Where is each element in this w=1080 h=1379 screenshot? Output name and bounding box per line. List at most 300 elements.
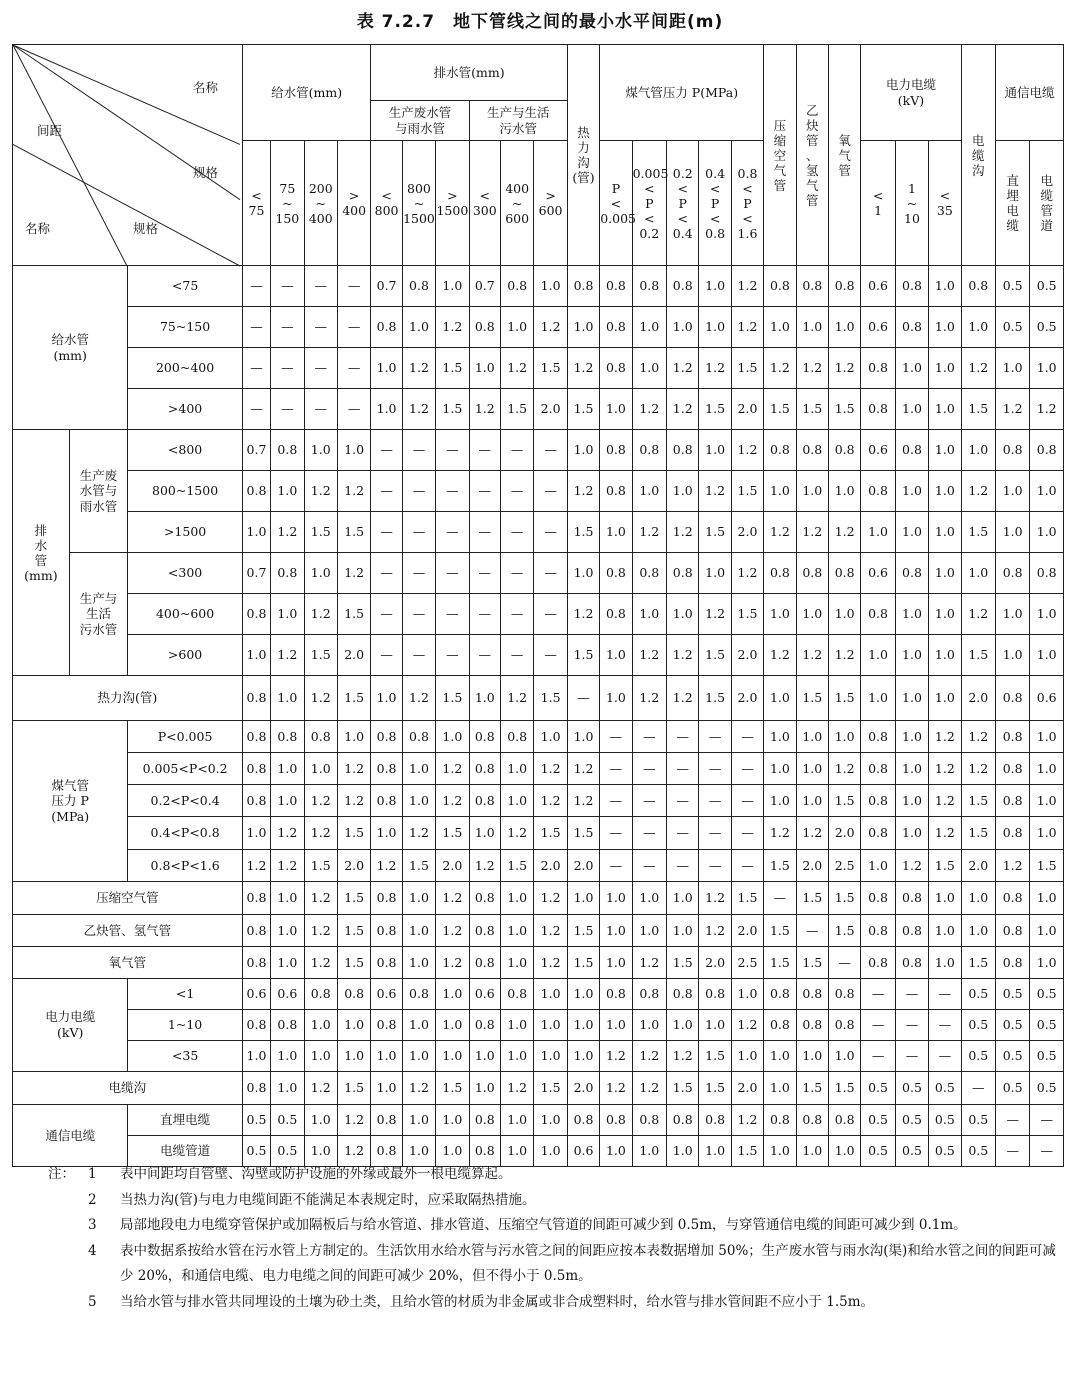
value-cell: 1.0	[534, 979, 567, 1010]
note-text: 表中间距均自管壁、沟壁或防护设施的外缘或最外一根电缆算起。	[120, 1166, 512, 1182]
value-cell: —	[534, 553, 567, 594]
value-cell: —	[337, 266, 370, 307]
value-cell: 0.8	[861, 817, 895, 850]
value-cell: 1.2	[304, 471, 337, 512]
header-gas-spec: 0.8 < P < 1.6	[731, 141, 763, 266]
value-cell: 1.0	[304, 1105, 337, 1136]
value-cell: 1.0	[632, 1136, 666, 1167]
spacing-table	[12, 44, 1064, 1167]
value-cell: 0.8	[271, 553, 304, 594]
value-cell: —	[995, 1105, 1029, 1136]
value-cell: 1.0	[371, 1072, 402, 1105]
value-cell: 0.6	[861, 553, 895, 594]
table-row	[13, 1072, 1064, 1105]
value-cell: 1.0	[929, 471, 961, 512]
value-cell: 1.2	[764, 635, 796, 676]
group-air: 压缩空气管	[13, 882, 243, 915]
value-cell: 1.2	[699, 471, 731, 512]
value-cell: 1.0	[271, 785, 304, 817]
value-cell: 1.5	[534, 817, 567, 850]
value-cell: 0.8	[469, 1010, 500, 1041]
value-cell: 0.8	[895, 430, 928, 471]
value-cell: —	[271, 348, 304, 389]
value-cell: 0.8	[500, 721, 533, 753]
value-cell: 1.0	[796, 594, 828, 635]
value-cell: 0.8	[567, 1105, 599, 1136]
value-cell: 1.0	[699, 266, 731, 307]
value-cell: 1.2	[600, 1072, 632, 1105]
value-cell: 1.0	[929, 512, 961, 553]
value-cell: 0.5	[995, 1072, 1029, 1105]
value-cell: 1.0	[402, 915, 435, 947]
value-cell: 2.0	[337, 635, 370, 676]
value-cell: 0.8	[764, 979, 796, 1010]
value-cell: 0.6	[861, 430, 895, 471]
value-cell: 1.0	[995, 348, 1029, 389]
value-cell: 1.5	[764, 915, 796, 947]
value-cell: 1.0	[402, 947, 435, 979]
value-cell: 0.8	[371, 947, 402, 979]
value-cell: 0.8	[796, 979, 828, 1010]
value-cell: 1.2	[304, 915, 337, 947]
row-spec-label: <300	[128, 553, 242, 594]
value-cell: 1.2	[337, 785, 370, 817]
header-trench: 电 缆 沟	[961, 45, 995, 266]
value-cell: 1.2	[764, 512, 796, 553]
value-cell: —	[995, 1136, 1029, 1167]
value-cell: 1.2	[567, 594, 599, 635]
value-cell: 0.8	[895, 307, 928, 348]
value-cell: 1.0	[304, 753, 337, 785]
value-cell: 1.2	[567, 471, 599, 512]
value-cell: 0.5	[961, 1010, 995, 1041]
note-number: 1	[88, 1166, 97, 1182]
note-number: 2	[88, 1191, 97, 1208]
header-comm-spec: 直 埋 电 缆	[995, 141, 1029, 266]
value-cell: 1.5	[337, 947, 370, 979]
note-item	[48, 1213, 1068, 1239]
value-cell: 1.0	[929, 915, 961, 947]
value-cell: —	[699, 817, 731, 850]
value-cell: 0.8	[402, 721, 435, 753]
value-cell: 0.8	[895, 266, 928, 307]
value-cell: 1.0	[337, 721, 370, 753]
value-cell: 0.8	[995, 785, 1029, 817]
value-cell: 0.8	[995, 553, 1029, 594]
value-cell: 0.8	[764, 430, 796, 471]
value-cell: 1.0	[1030, 348, 1064, 389]
value-cell: —	[436, 635, 469, 676]
value-cell: —	[371, 512, 402, 553]
value-cell: 0.8	[469, 721, 500, 753]
value-cell: 0.8	[500, 266, 533, 307]
value-cell: 1.0	[271, 753, 304, 785]
value-cell: 1.2	[436, 785, 469, 817]
value-cell: 1.5	[796, 882, 828, 915]
value-cell: 1.0	[469, 817, 500, 850]
value-cell: 1.2	[632, 676, 666, 721]
value-cell: 0.8	[861, 915, 895, 947]
value-cell: 1.0	[861, 850, 895, 882]
corner-name-top: 名称	[193, 80, 219, 95]
value-cell: 0.8	[861, 882, 895, 915]
value-cell: 1.5	[500, 389, 533, 430]
value-cell: —	[436, 512, 469, 553]
value-cell: 0.8	[796, 553, 828, 594]
value-cell: 1.0	[304, 1136, 337, 1167]
value-cell: 0.5	[1030, 1072, 1064, 1105]
value-cell: 1.2	[304, 1072, 337, 1105]
value-cell: 0.8	[371, 1136, 402, 1167]
value-cell: 1.0	[402, 307, 435, 348]
value-cell: 1.2	[600, 1041, 632, 1072]
value-cell: 1.0	[242, 635, 270, 676]
value-cell: —	[534, 635, 567, 676]
value-cell: 1.0	[699, 1010, 731, 1041]
value-cell: 1.2	[632, 947, 666, 979]
value-cell: 0.8	[861, 594, 895, 635]
value-cell: —	[304, 348, 337, 389]
page-title: 表 7.2.7 地下管线之间的最小水平间距(m)	[356, 12, 724, 32]
value-cell: 0.5	[961, 1136, 995, 1167]
value-cell: 0.8	[242, 753, 270, 785]
value-cell: —	[895, 1041, 928, 1072]
value-cell: 1.0	[567, 1010, 599, 1041]
value-cell: 1.2	[337, 471, 370, 512]
value-cell: 0.5	[995, 1041, 1029, 1072]
value-cell: 0.8	[469, 307, 500, 348]
value-cell: 2.0	[828, 817, 860, 850]
value-cell: 1.2	[667, 635, 699, 676]
value-cell: 1.2	[436, 882, 469, 915]
value-cell: 1.0	[895, 635, 928, 676]
value-cell: 0.8	[828, 1010, 860, 1041]
value-cell: 1.0	[567, 430, 599, 471]
value-cell: 1.5	[699, 1041, 731, 1072]
value-cell: 1.0	[632, 882, 666, 915]
value-cell: —	[667, 753, 699, 785]
value-cell: 0.7	[242, 430, 270, 471]
value-cell: 0.8	[699, 1105, 731, 1136]
value-cell: —	[436, 594, 469, 635]
value-cell: 1.2	[500, 817, 533, 850]
table-row	[13, 817, 1064, 850]
value-cell: 0.8	[371, 1010, 402, 1041]
value-cell: —	[402, 553, 435, 594]
value-cell: 0.8	[371, 753, 402, 785]
value-cell: 0.8	[371, 1105, 402, 1136]
corner-spec-top: 规格	[193, 165, 219, 180]
value-cell: 0.8	[796, 1105, 828, 1136]
value-cell: 1.2	[895, 850, 928, 882]
group-power: 电力电缆 (kV)	[13, 979, 128, 1072]
value-cell: 1.0	[796, 753, 828, 785]
value-cell: 1.2	[500, 348, 533, 389]
value-cell: 1.5	[337, 512, 370, 553]
value-cell: 0.8	[828, 266, 860, 307]
value-cell: —	[699, 785, 731, 817]
header-drain-spec: 800 ~ 1500	[402, 141, 435, 266]
table-row	[13, 266, 1064, 307]
value-cell: 0.8	[861, 389, 895, 430]
value-cell: 1.5	[534, 676, 567, 721]
value-cell: —	[600, 721, 632, 753]
value-cell: —	[337, 389, 370, 430]
value-cell: 0.8	[242, 721, 270, 753]
value-cell: 1.2	[567, 785, 599, 817]
note-number: 4	[88, 1242, 97, 1259]
value-cell: 1.0	[895, 753, 928, 785]
value-cell: 1.5	[699, 635, 731, 676]
value-cell: 0.8	[1030, 553, 1064, 594]
value-cell: 1.0	[1030, 915, 1064, 947]
row-spec-label: 直埋电缆	[128, 1105, 242, 1136]
value-cell: 2.0	[699, 947, 731, 979]
value-cell: 1.0	[828, 1136, 860, 1167]
value-cell: 0.5	[861, 1136, 895, 1167]
value-cell: 0.6	[861, 266, 895, 307]
value-cell: 1.0	[271, 676, 304, 721]
value-cell: 0.8	[895, 553, 928, 594]
value-cell: 1.0	[667, 1010, 699, 1041]
value-cell: 1.2	[796, 635, 828, 676]
value-cell: 1.0	[337, 1041, 370, 1072]
value-cell: 1.0	[500, 1136, 533, 1167]
notes-prefix: 注：	[48, 1166, 75, 1182]
value-cell: 1.2	[828, 753, 860, 785]
value-cell: 1.0	[567, 721, 599, 753]
value-cell: 1.0	[1030, 721, 1064, 753]
value-cell: 1.2	[567, 348, 599, 389]
row-spec-label: 75~150	[128, 307, 242, 348]
group-heat: 热力沟(管)	[13, 676, 243, 721]
value-cell: 1.2	[632, 389, 666, 430]
value-cell: 1.0	[271, 471, 304, 512]
header-drain-spec: < 300	[469, 141, 500, 266]
value-cell: 0.6	[567, 1136, 599, 1167]
value-cell: 1.2	[534, 785, 567, 817]
value-cell: 1.0	[402, 753, 435, 785]
value-cell: 0.8	[600, 553, 632, 594]
value-cell: 1.0	[731, 979, 763, 1010]
value-cell: 1.0	[469, 1072, 500, 1105]
value-cell: 1.0	[304, 1041, 337, 1072]
value-cell: 1.0	[764, 471, 796, 512]
value-cell: 0.8	[861, 785, 895, 817]
value-cell: 1.0	[600, 915, 632, 947]
value-cell: 0.8	[828, 1105, 860, 1136]
value-cell: —	[600, 753, 632, 785]
value-cell: 0.8	[500, 979, 533, 1010]
value-cell: 0.8	[371, 721, 402, 753]
value-cell: 1.0	[304, 1010, 337, 1041]
value-cell: —	[436, 553, 469, 594]
value-cell: 0.8	[861, 348, 895, 389]
value-cell: —	[699, 850, 731, 882]
value-cell: —	[337, 307, 370, 348]
row-spec-label: <35	[128, 1041, 242, 1072]
value-cell: 1.0	[402, 1041, 435, 1072]
table-row	[13, 471, 1064, 512]
value-cell: 0.5	[929, 1136, 961, 1167]
value-cell: 2.5	[731, 947, 763, 979]
header-drain-spec: < 800	[371, 141, 402, 266]
value-cell: 1.5	[796, 1072, 828, 1105]
value-cell: 1.2	[402, 348, 435, 389]
value-cell: 0.8	[402, 979, 435, 1010]
value-cell: —	[371, 471, 402, 512]
value-cell: 1.0	[402, 785, 435, 817]
table-row	[13, 430, 1064, 471]
value-cell: 0.5	[271, 1105, 304, 1136]
value-cell: 1.5	[731, 594, 763, 635]
value-cell: 1.0	[764, 721, 796, 753]
value-cell: 1.5	[337, 882, 370, 915]
value-cell: 1.2	[699, 594, 731, 635]
value-cell: 0.8	[828, 979, 860, 1010]
value-cell: 1.2	[929, 785, 961, 817]
value-cell: 1.0	[534, 266, 567, 307]
value-cell: 1.0	[436, 1010, 469, 1041]
value-cell: 1.0	[764, 676, 796, 721]
value-cell: 0.5	[1030, 1041, 1064, 1072]
value-cell: 0.8	[796, 1010, 828, 1041]
value-cell: 1.5	[699, 676, 731, 721]
value-cell: 1.2	[304, 882, 337, 915]
row-spec-label: <75	[128, 266, 242, 307]
value-cell: 1.0	[1030, 594, 1064, 635]
table-row	[13, 1041, 1064, 1072]
value-cell: —	[304, 389, 337, 430]
row-spec-label: >600	[128, 635, 242, 676]
value-cell: 1.2	[304, 594, 337, 635]
value-cell: —	[402, 635, 435, 676]
group-water: 给水管 (mm)	[13, 266, 128, 430]
value-cell: —	[402, 430, 435, 471]
row-spec-label: 400~600	[128, 594, 242, 635]
value-cell: 0.8	[764, 553, 796, 594]
value-cell: 1.0	[1030, 753, 1064, 785]
value-cell: 1.5	[828, 1072, 860, 1105]
value-cell: 1.2	[796, 348, 828, 389]
table-row	[13, 307, 1064, 348]
value-cell: 1.0	[828, 721, 860, 753]
value-cell: —	[861, 979, 895, 1010]
group-oxygen: 氧气管	[13, 947, 243, 979]
value-cell: 0.5	[961, 979, 995, 1010]
value-cell: 1.0	[436, 1136, 469, 1167]
value-cell: 0.8	[567, 266, 599, 307]
value-cell: —	[534, 594, 567, 635]
value-cell: 1.0	[995, 471, 1029, 512]
value-cell: 1.0	[469, 348, 500, 389]
value-cell: 1.2	[929, 817, 961, 850]
value-cell: 0.8	[600, 348, 632, 389]
value-cell: 1.5	[337, 676, 370, 721]
value-cell: —	[699, 753, 731, 785]
table-row	[13, 594, 1064, 635]
value-cell: 0.8	[895, 915, 928, 947]
value-cell: 0.8	[242, 471, 270, 512]
group-drain-sub1: 生产废 水管与 雨水管	[69, 430, 128, 553]
value-cell: 1.2	[271, 817, 304, 850]
value-cell: 1.5	[731, 882, 763, 915]
value-cell: 1.5	[567, 512, 599, 553]
value-cell: 1.0	[500, 1041, 533, 1072]
value-cell: —	[667, 850, 699, 882]
value-cell: 1.2	[271, 850, 304, 882]
value-cell: 0.8	[895, 947, 928, 979]
value-cell: —	[436, 430, 469, 471]
value-cell: 1.5	[961, 389, 995, 430]
value-cell: 0.5	[929, 1072, 961, 1105]
value-cell: 0.8	[895, 882, 928, 915]
row-spec-label: 0.8<P<1.6	[128, 850, 242, 882]
notes	[48, 1162, 1068, 1315]
value-cell: 0.5	[861, 1072, 895, 1105]
value-cell: 1.2	[402, 676, 435, 721]
value-cell: 1.0	[371, 676, 402, 721]
value-cell: 0.8	[242, 676, 270, 721]
value-cell: 1.2	[632, 1041, 666, 1072]
value-cell: 1.2	[961, 594, 995, 635]
value-cell: 0.8	[242, 947, 270, 979]
value-cell: 1.0	[436, 979, 469, 1010]
group-drain: 排 水 管 (mm)	[13, 430, 70, 676]
value-cell: 1.0	[895, 348, 928, 389]
value-cell: 1.0	[600, 882, 632, 915]
value-cell: —	[500, 430, 533, 471]
value-cell: 1.0	[500, 307, 533, 348]
value-cell: —	[371, 594, 402, 635]
value-cell: 0.8	[995, 430, 1029, 471]
header-water-spec: > 400	[337, 141, 370, 266]
value-cell: 1.0	[402, 882, 435, 915]
value-cell: 1.0	[271, 915, 304, 947]
value-cell: 1.0	[1030, 785, 1064, 817]
value-cell: 1.2	[731, 307, 763, 348]
table-row	[13, 979, 1064, 1010]
value-cell: 0.8	[764, 1105, 796, 1136]
value-cell: 1.0	[371, 389, 402, 430]
value-cell: 2.0	[731, 915, 763, 947]
value-cell: —	[534, 512, 567, 553]
note-number: 5	[88, 1293, 97, 1310]
value-cell: 0.7	[469, 266, 500, 307]
value-cell: 1.0	[271, 947, 304, 979]
value-cell: 1.2	[304, 947, 337, 979]
row-spec-label: >400	[128, 389, 242, 430]
value-cell: 0.8	[995, 915, 1029, 947]
value-cell: —	[469, 430, 500, 471]
value-cell: 1.0	[534, 721, 567, 753]
value-cell: 1.5	[828, 785, 860, 817]
note-item	[48, 1188, 1068, 1214]
table-row	[13, 1105, 1064, 1136]
value-cell: 2.0	[337, 850, 370, 882]
value-cell: 1.0	[600, 635, 632, 676]
header-power-spec: < 1	[861, 141, 895, 266]
value-cell: 1.0	[600, 389, 632, 430]
value-cell: 1.2	[731, 266, 763, 307]
header-drain-sub1: 生产废水管 与雨水管	[371, 101, 469, 141]
value-cell: —	[929, 1041, 961, 1072]
value-cell: 1.0	[895, 594, 928, 635]
value-cell: 1.5	[961, 512, 995, 553]
value-cell: 1.2	[667, 512, 699, 553]
value-cell: 0.8	[271, 430, 304, 471]
value-cell: 1.2	[534, 882, 567, 915]
